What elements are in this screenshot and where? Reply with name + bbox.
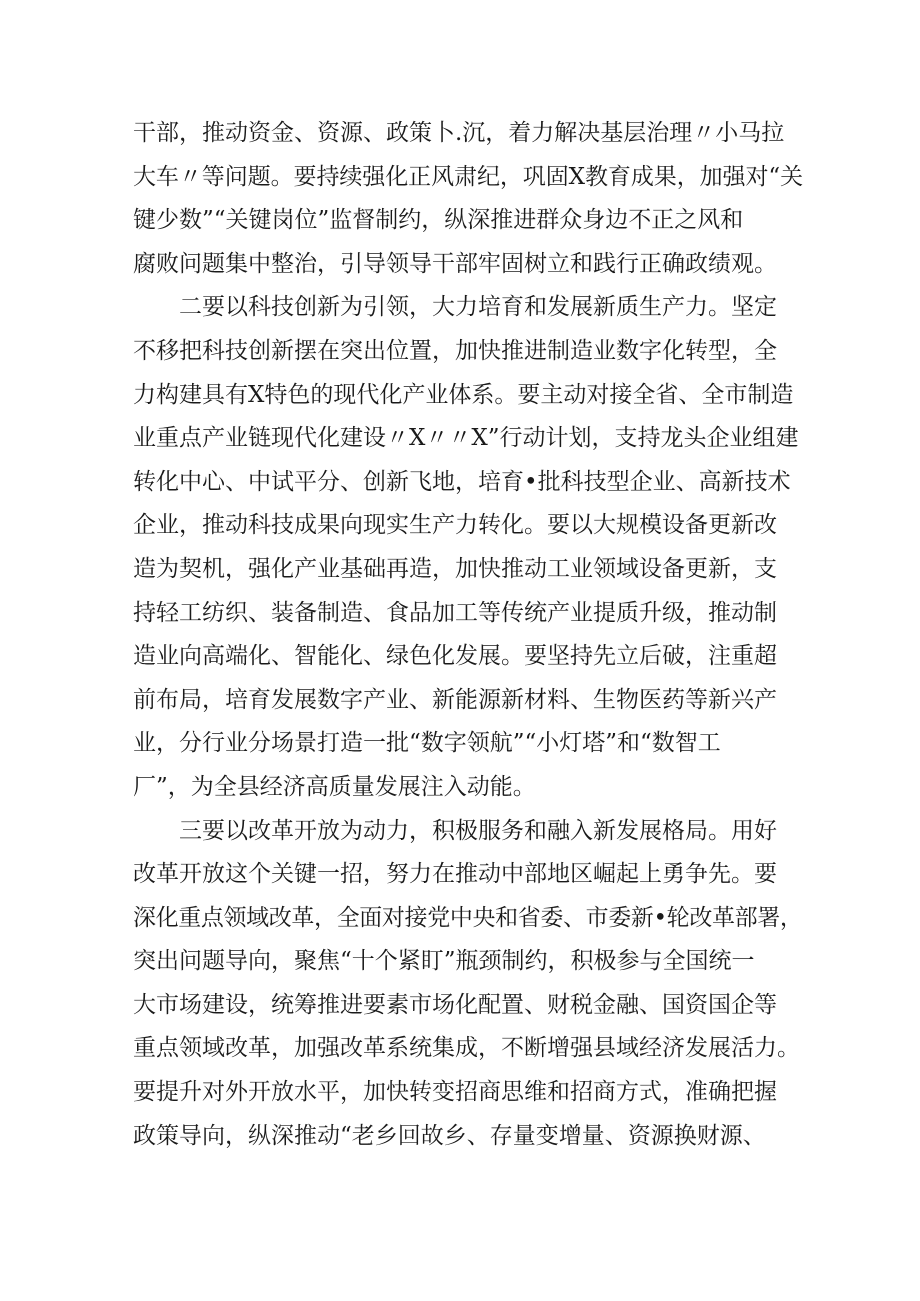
- paragraph-first-line: 二要以科技创新为引领，大力培育和发展新质生产力。坚定: [179, 294, 777, 321]
- text-line: 大车〃等问题。要持续强化正风肃纪，巩固X教育成果，加强对“关: [133, 163, 804, 190]
- text-line: 要提升对外开放水平，加快转变招商思维和招商方式，准确把握: [133, 1079, 777, 1106]
- paragraph-first-line: 三要以改革开放为动力，积极服务和融入新发展格局。用好: [179, 817, 777, 844]
- text-line: 前布局，培育发展数字产业、新能源新材料、生物医药等新兴产: [133, 686, 777, 713]
- text-line: 大市场建设，统筹推进要素市场化配置、财税金融、国资国企等: [133, 991, 777, 1018]
- text-line: 改革开放这个关键一招，努力在推动中部地区崛起上勇争先。要: [133, 861, 777, 888]
- text-line: 键少数”“关键岗位”监督制约，纵深推进群众身边不正之风和: [133, 207, 744, 234]
- text-line: 业重点产业链现代化建设〃X〃〃X”行动计划，支持龙头企业组建: [133, 425, 799, 452]
- text-line: 造为契机，强化产业基础再造，加快推动工业领域设备更新，支: [133, 555, 777, 582]
- text-line: 造业向高端化、智能化、绿色化发展。要坚持先立后破，注重超: [133, 643, 777, 670]
- text-line: 重点领域改革，加强改革系统集成，不断增强县域经济发展活力。: [133, 1035, 800, 1062]
- text-line: 突出问题导向，聚焦“十个紧盯”瓶颈制约，积极参与全国统一: [133, 948, 755, 975]
- document-body: [133, 112, 803, 1158]
- text-line: 企业，推动科技成果向现实生产力转化。要以大规模设备更新改: [133, 512, 777, 539]
- text-line: 干部，推动资金、资源、政策卜.沉，着力解决基层治理〃小马拉: [133, 120, 785, 146]
- text-line: 不移把科技创新摆在突出位置，加快推进制造业数字化转型，全: [133, 337, 777, 364]
- text-line: 持轻工纺织、装备制造、食品加工等传统产业提质升级，推动制: [133, 599, 777, 626]
- text-line: 力构建具有X特色的现代化产业体系。要主动对接全省、全市制造: [133, 381, 794, 408]
- text-line: 转化中心、中试平分、创新飞地，培育•批科技型企业、高新技术: [133, 468, 791, 495]
- text-line: 政策导向，纵深推动“老乡回故乡、存量变增量、资源换财源、: [133, 1122, 766, 1149]
- text-line: 深化重点领域改革，全面对接党中央和省委、市委新•轮改革部署，: [133, 904, 803, 931]
- text-line: 腐败问题集中整治，引导领导干部牢固树立和践行正确政绩观。: [133, 250, 777, 277]
- text-line: 业，分行业分场景打造一批“数字领航”“小灯塔”和“数智工: [133, 730, 721, 757]
- text-line: 厂”，为全县经济高质量发展注入动能。: [133, 773, 536, 800]
